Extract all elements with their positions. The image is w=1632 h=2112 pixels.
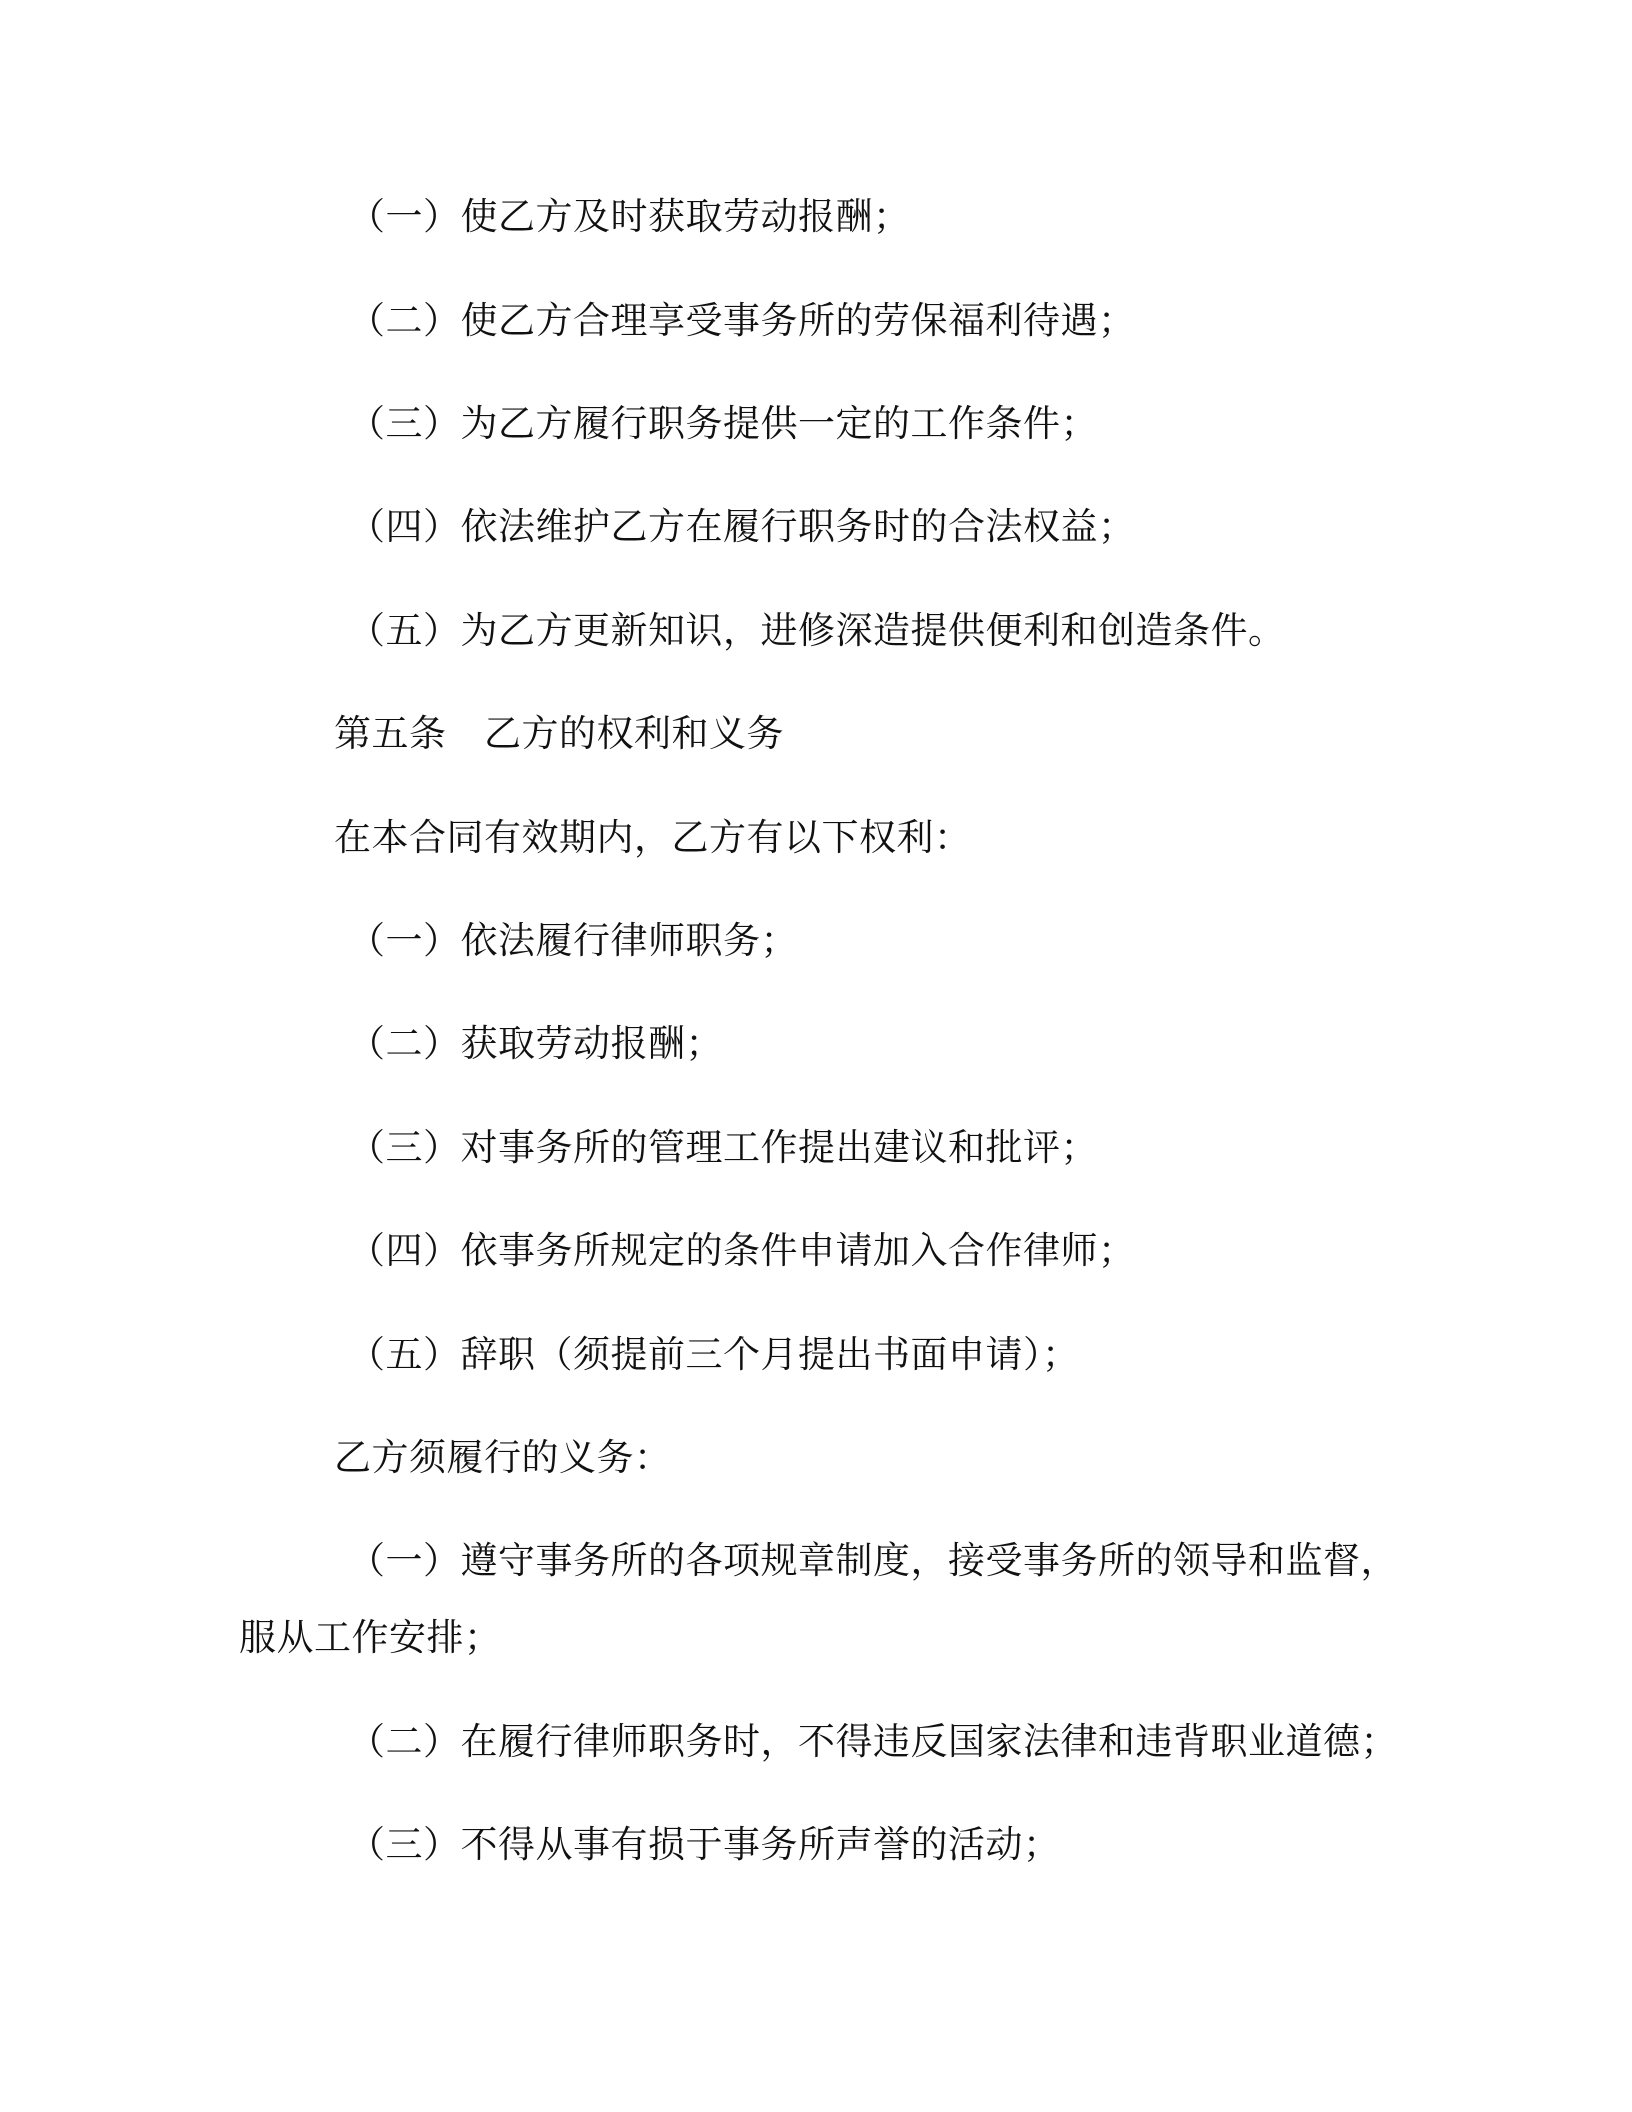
- obligation-item-5: （五）为乙方更新知识，进修深造提供便利和创造条件。: [348, 609, 1286, 652]
- rights-item-2: （二）获取劳动报酬；: [348, 1022, 723, 1065]
- obligation-item-1: （一）使乙方及时获取劳动报酬；: [348, 195, 911, 238]
- rights-item-1: （一）依法履行律师职务；: [348, 919, 798, 962]
- rights-item-5: （五）辞职（须提前三个月提出书面申请）；: [348, 1333, 1080, 1376]
- duties-item-2: （二）在履行律师职务时，不得违反国家法律和违背职业道德；: [348, 1720, 1398, 1763]
- obligation-item-2: （二）使乙方合理享受事务所的劳保福利待遇；: [348, 299, 1136, 342]
- rights-item-4: （四）依事务所规定的条件申请加入合作律师；: [348, 1229, 1136, 1272]
- duties-item-3: （三）不得从事有损于事务所声誉的活动；: [348, 1823, 1061, 1866]
- article-heading: 第五条 乙方的权利和义务: [334, 712, 784, 755]
- obligation-item-3: （三）为乙方履行职务提供一定的工作条件；: [348, 402, 1098, 445]
- duties-intro: 乙方须履行的义务：: [334, 1436, 672, 1479]
- duties-item-1: （一）遵守事务所的各项规章制度，接受事务所的领导和监督，: [348, 1539, 1398, 1582]
- rights-intro: 在本合同有效期内，乙方有以下权利：: [334, 816, 972, 859]
- rights-item-3: （三）对事务所的管理工作提出建议和批评；: [348, 1126, 1098, 1169]
- obligation-item-4: （四）依法维护乙方在履行职务时的合法权益；: [348, 505, 1136, 548]
- duties-item-1-continuation: 服从工作安排；: [239, 1616, 502, 1659]
